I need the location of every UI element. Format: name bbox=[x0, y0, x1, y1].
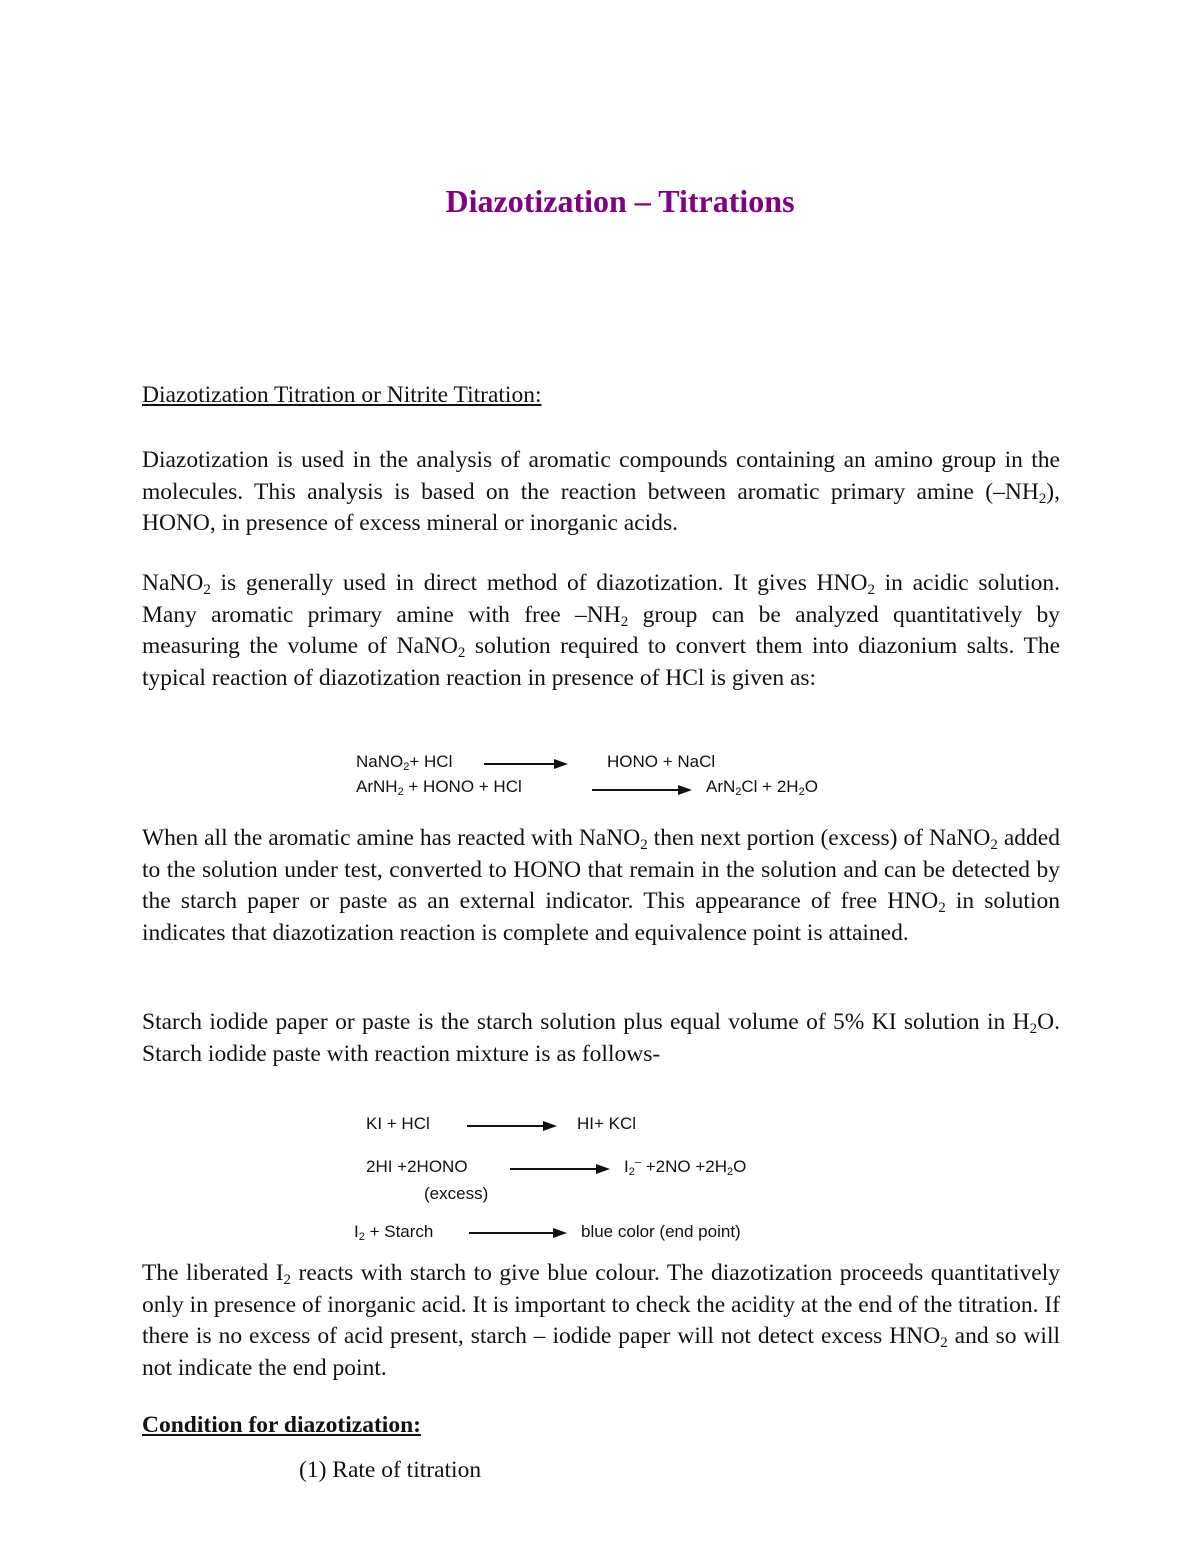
text-run: added to the solution under test, converted to HONO that remain in the solution and can be detected by the starch paper or paste as an external indicator. This appearance of free HNO bbox=[142, 825, 1060, 914]
text-run: then next portion (excess) of NaNO bbox=[647, 825, 991, 851]
text-run: in acidic solution. Many aromatic primary amine with free –NH bbox=[142, 570, 1060, 628]
section-heading-text: Diazotization Titration or Nitrite Titration: bbox=[142, 382, 542, 408]
condition-heading bbox=[142, 1410, 1060, 1442]
text-run: O. Starch iodide paste with reaction mixture is as follows- bbox=[142, 1009, 1060, 1067]
text-run: NaNO bbox=[142, 570, 204, 596]
subscript: 2 bbox=[1038, 490, 1047, 507]
text-run: The liberated I bbox=[142, 1260, 284, 1286]
subscript: 2 bbox=[203, 582, 211, 598]
text-run: and so will not indicate the end point. bbox=[142, 1323, 1060, 1381]
subscript: 2 bbox=[457, 645, 466, 661]
reaction-5-rhs: blue color (end point) bbox=[581, 1222, 741, 1241]
subscript: 2 bbox=[867, 582, 875, 598]
paragraph-liberated bbox=[142, 1258, 1060, 1384]
paragraph-starch bbox=[142, 1007, 1060, 1070]
list-item-rate: (1) Rate of titration bbox=[299, 1457, 482, 1483]
subscript: 2 bbox=[640, 837, 648, 853]
text-run: Diazotization is used in the analysis of aromatic compounds containing an amino group in the molecules. This analysis is based on the reaction between aromatic primary amine (–NH bbox=[142, 447, 1060, 505]
paragraph-excess bbox=[142, 823, 1060, 949]
condition-heading-text: Condition for diazotization: bbox=[142, 1412, 421, 1438]
reaction-arrow bbox=[469, 1228, 567, 1238]
reaction-3-lhs: KI + HCl bbox=[366, 1114, 430, 1133]
page-title: Diazotization – Titrations bbox=[445, 183, 795, 219]
reaction-2-lhs: ArNH$_2$ + HONO + HCl bbox=[356, 777, 522, 798]
subscript: 2 bbox=[990, 837, 998, 853]
text-run: Starch iodide paper or paste is the starch solution plus equal volume of 5% KI solution in H bbox=[142, 1009, 1030, 1035]
subscript: 2 bbox=[940, 1335, 948, 1351]
text-run: ), HONO, in presence of excess mineral or inorganic acids. bbox=[142, 478, 1060, 536]
text-run: group can be analyzed quantitatively by measuring the volume of NaNO bbox=[142, 601, 1060, 659]
subscript: 2 bbox=[620, 613, 629, 630]
reaction-arrow bbox=[484, 759, 568, 769]
reaction-arrow bbox=[592, 785, 692, 795]
paragraph-nano2 bbox=[142, 568, 1060, 694]
subscript: 2 bbox=[283, 1272, 292, 1288]
paragraph-intro bbox=[142, 445, 1060, 540]
reaction-arrow bbox=[510, 1164, 610, 1174]
reaction-4-note: (excess) bbox=[424, 1184, 489, 1203]
reaction-3-rhs: HI+ KCl bbox=[577, 1114, 637, 1133]
text-run: reacts with starch to give blue colour. The diazotization proceeds quantitatively only in presence of inorganic acid. It is important to check the acidity at the end of the titration. If there is no excess of acid present, starch – iodide paper will not detect excess HNO bbox=[142, 1260, 1060, 1349]
reaction-arrow bbox=[467, 1121, 557, 1131]
text-run: is generally used in direct method of diazotization. It gives HNO bbox=[210, 570, 868, 596]
reaction-4-lhs: 2HI +2HONO bbox=[366, 1157, 468, 1176]
reaction-1-rhs: HONO + NaCl bbox=[607, 752, 716, 771]
reaction-1-lhs: NaNO$_2$+ HCl bbox=[356, 752, 453, 773]
subscript: 2 bbox=[1029, 1021, 1038, 1037]
subscript: 2 bbox=[938, 900, 946, 916]
section-heading bbox=[142, 380, 1060, 412]
text-run: When all the aromatic amine has reacted with NaNO bbox=[142, 825, 641, 851]
reaction-5-lhs: $I_2$ + Starch bbox=[354, 1222, 434, 1243]
text-run: solution required to convert them into diazonium salts. The typical reaction of diazotization reaction in presence of HCl is given as: bbox=[142, 633, 1060, 691]
text-run: in solution indicates that diazotization reaction is complete and equivalence point is attained. bbox=[142, 888, 1060, 946]
reaction-4-rhs: $I_2^- +2NO +2H_2O$ bbox=[624, 1156, 747, 1178]
reaction-2-rhs: $ArN_2Cl + 2H_2O$ bbox=[706, 777, 818, 798]
